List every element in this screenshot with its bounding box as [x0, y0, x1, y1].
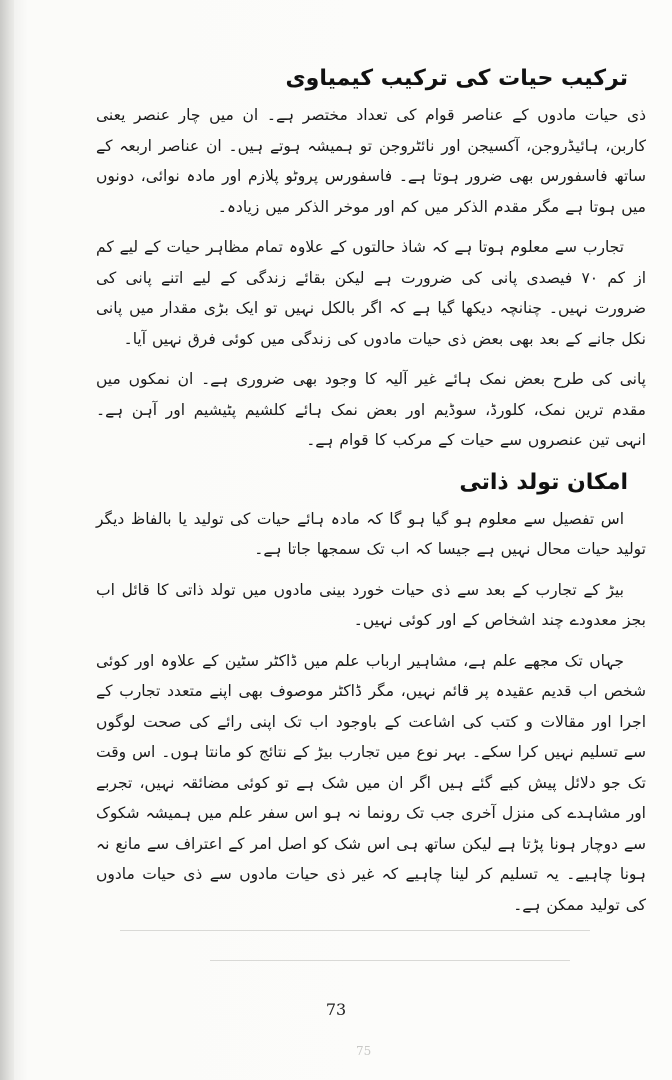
bleed-through-line [210, 960, 570, 961]
paragraph-details: اس تفصیل سے معلوم ہو گیا ہو گا کہ مادہ ہائے حیات کی تولید یا بالفاظ دیگر تولید حیات محال نہیں ہے جیسا کہ اب تک سمجھا جاتا ہے۔ [96, 509, 646, 558]
page-content [96, 62, 646, 930]
section-heading-spontaneous-generation: امکان تولد ذاتی [459, 469, 628, 495]
paragraph-elements: ذی حیات مادوں کے عناصر قوام کی تعداد مختصر ہے۔ ان میں چار عنصر یعنی کاربن، ہائیڈروجن، آکسیجن اور نائٹروجن تو ہمیشہ ہوتے ہیں۔ ان عناصر اربعہ کے ساتھ فاسفورس بھی ضرور ہوتا ہے۔ فاسفورس پروٹو پلازم اور مادہ نوائی، دونوں میں ہوتا ہے مگر مقدم الذکر میں کم اور موخر الذکر میں زیادہ۔ [96, 106, 646, 216]
page-number: 73 [325, 1000, 347, 1019]
paragraph-experiments: بیڑ کے تجارب کے بعد سے ذی حیات خورد بینی مادوں میں تولد ذاتی کا قائل اب بجز معدودے چند اشخاص کے اور کوئی نہیں۔ [96, 580, 646, 629]
paragraph-salts: پانی کی طرح بعض نمک ہائے غیر آلیہ کا وجود بھی ضروری ہے۔ ان نمکوں میں مقدم ترین نمک، کلورڈ، سوڈیم اور بعض نمک ہائے کلشیم پٹیشیم اور آہن ہے۔ انہی تین عنصروں سے حیات کے مرکب کا قوام ہے۔ [96, 370, 646, 449]
bleed-through-page-number: 75 [356, 1044, 372, 1058]
bleed-through-line [120, 930, 590, 931]
paragraph-water: تجارب سے معلوم ہوتا ہے کہ شاذ حالتوں کے علاوہ تمام مظاہر حیات کے لیے کم از کم ۷۰ فیصدی پانی کی ضرورت ہے لیکن بقائے زندگی کے لیے اتنے پانی کی ضرورت نہیں۔ چنانچہ دیکھا گیا ہے کہ اگر بالکل نہیں تو ایک بڑی مقدار میں پانی نکل جانے کے بعد بھی بعض ذی حیات مادوں کی زندگی میں کوئی فرق نہیں آیا۔ [96, 238, 646, 348]
section-heading-composition: ترکیب حیات کی ترکیب کیمیاوی [285, 66, 628, 91]
paragraph-knowledge: جہاں تک مجھے علم ہے، مشاہیر ارباب علم میں ڈاکٹر سٹین کے علاوہ اور کوئی شخص اب قدیم عقیدہ پر قائم نہیں، مگر ڈاکٹر موصوف بھی اپنے متعدد تجارب کے اجرا اور مقالات و کتب کی اشاعت کے باوجود اب تک اپنی رائے کی صحت لوگوں سے تسلیم نہیں کرا سکے۔ بہر نوع میں تجارب بیڑ کے نتائج کو مانتا ہوں۔ اس وقت تک جو دلائل پیش کیے گئے ہیں اگر ان میں شک ہے تو کوئی مضائقہ نہیں، تجربے اور مشاہدے کی منزل آخری جب تک رونما نہ ہو اس سفر علم میں ہمیشہ شکوک سے دوچار ہونا پڑتا ہے لیکن ساتھ ہی اس شک کو اصل امر کے اعتراف سے مانع نہ ہونا چاہیے۔ یہ تسلیم کر لینا چاہیے کہ غیر ذی حیات مادوں سے ذی حیات مادوں کی تولید ممکن ہے۔ [96, 651, 646, 914]
page-binding-edge [0, 0, 14, 1080]
